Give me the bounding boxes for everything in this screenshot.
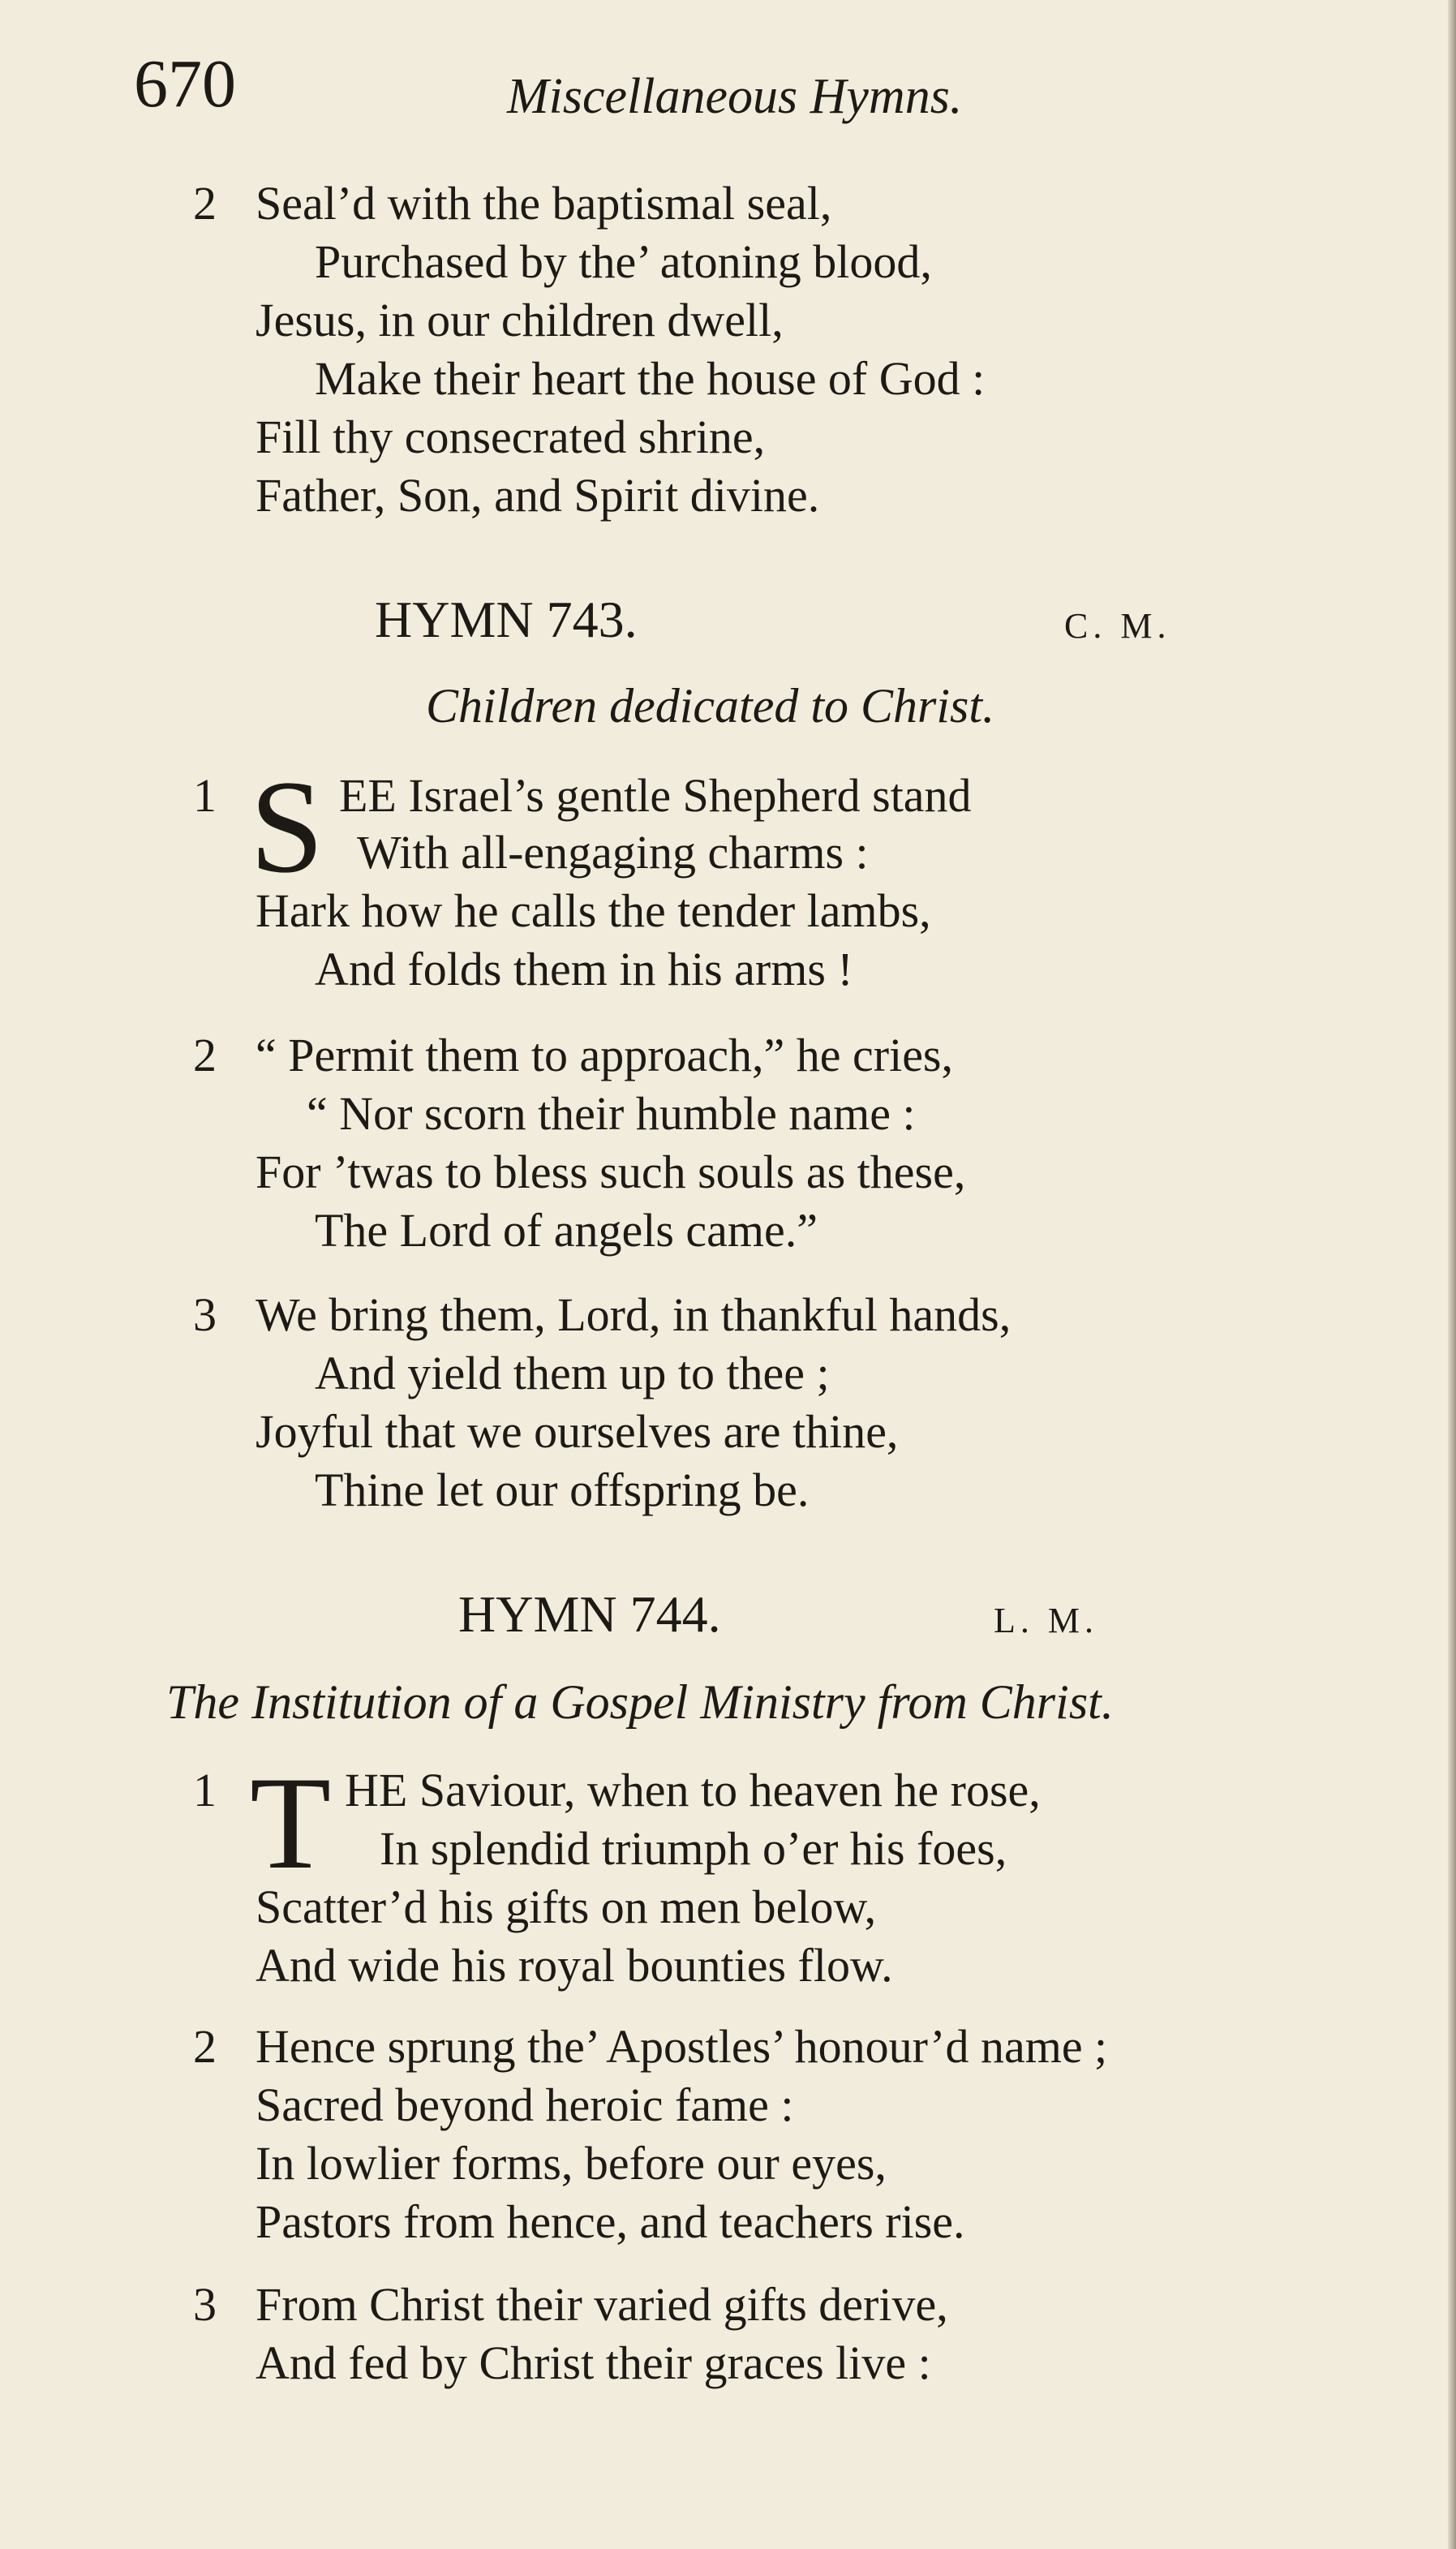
verse-line: Scatter’d his gifts on men below, — [256, 1881, 877, 1933]
verse-line: And fed by Christ their graces live : — [256, 2336, 931, 2389]
verse-line: And wide his royal bounties flow. — [256, 1939, 893, 1992]
hymn-title: HYMN 744. — [458, 1585, 721, 1643]
stanza-number: 2 — [193, 177, 217, 230]
verse-line: And folds them in his arms ! — [315, 943, 853, 995]
verse-line: Purchased by the’ atoning blood, — [315, 235, 932, 288]
stanza-number: 2 — [193, 2020, 217, 2073]
verse-line: “ Permit them to approach,” he cries, — [256, 1029, 954, 1081]
running-head: Miscellaneous Hymns. — [507, 69, 963, 124]
page-edge — [1448, 0, 1456, 2549]
verse-line: Make their heart the house of God : — [315, 352, 986, 405]
hymn-meter: L. M. — [994, 1601, 1098, 1640]
drop-cap: T — [250, 1750, 332, 1897]
verse-line: Sacred beyond heroic fame : — [256, 2078, 794, 2131]
verse-line: Hence sprung the’ Apostles’ honour’d name ; — [256, 2020, 1108, 2073]
verse-line: Joyful that we ourselves are thine, — [256, 1405, 899, 1458]
stanza-number: 3 — [193, 2278, 217, 2331]
verse-line: EE Israel’s gentle Shepherd stand — [339, 769, 972, 822]
verse-line: With all-engaging charms : — [357, 826, 869, 879]
stanza-number: 1 — [193, 1764, 217, 1816]
verse-line: And yield them up to thee ; — [315, 1347, 830, 1399]
verse-line: From Christ their varied gifts derive, — [256, 2278, 948, 2331]
page-number: 670 — [134, 46, 236, 122]
hymn-title: HYMN 743. — [375, 591, 638, 648]
verse-line: “ Nor scorn their humble name : — [307, 1087, 916, 1140]
verse-line: Father, Son, and Spirit divine. — [256, 469, 820, 522]
hymn-subtitle: Children dedicated to Christ. — [426, 679, 995, 733]
verse-line: For ’twas to bless such souls as these, — [256, 1146, 966, 1198]
verse-line: Jesus, in our children dwell, — [256, 294, 784, 346]
drop-cap: S — [250, 754, 324, 901]
stanza-number: 2 — [193, 1029, 217, 1081]
verse-line: Thine let our offspring be. — [315, 1464, 810, 1516]
stanza-number: 1 — [193, 769, 217, 822]
verse-line: We bring them, Lord, in thankful hands, — [256, 1288, 1011, 1341]
verse-line: HE Saviour, when to heaven he rose, — [345, 1764, 1041, 1816]
hymn-subtitle: The Institution of a Gospel Ministry from Christ. — [166, 1675, 1114, 1729]
verse-line: In splendid triumph o’er his foes, — [380, 1822, 1007, 1875]
verse-line: Seal’d with the baptismal seal, — [256, 177, 832, 230]
stanza-number: 3 — [193, 1288, 217, 1341]
verse-line: Hark how he calls the tender lambs, — [256, 884, 931, 937]
verse-line: The Lord of angels came.” — [315, 1204, 818, 1257]
hymn-meter: C. M. — [1064, 606, 1171, 646]
verse-line: In lowlier forms, before our eyes, — [256, 2137, 887, 2190]
verse-line: Pastors from hence, and teachers rise. — [256, 2195, 965, 2248]
verse-line: Fill thy consecrated shrine, — [256, 411, 766, 463]
